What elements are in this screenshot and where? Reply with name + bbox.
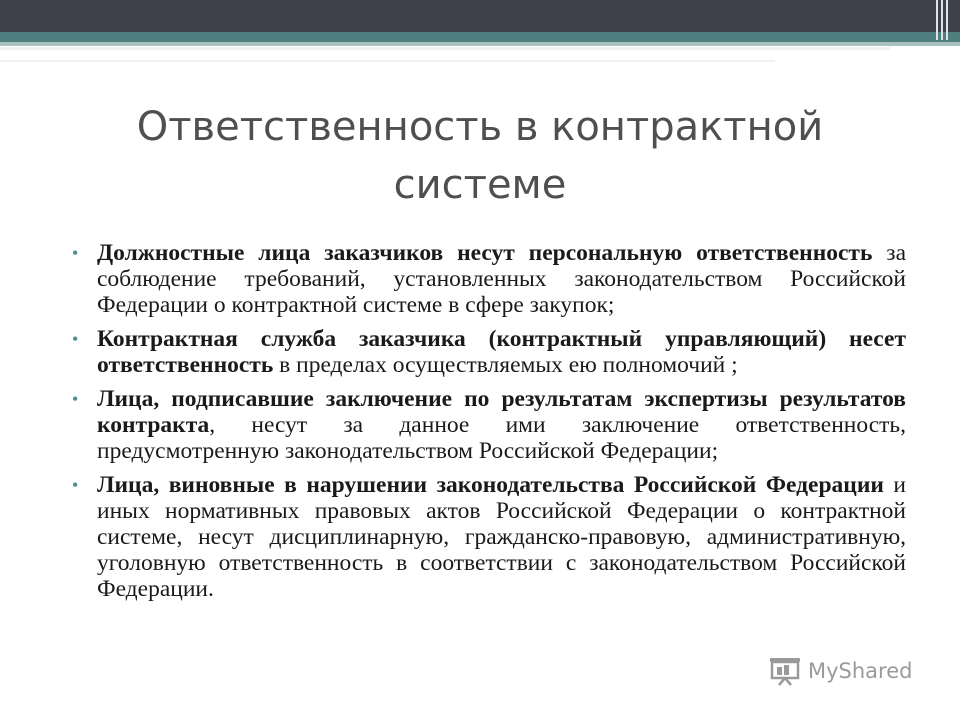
bullet-bold: Должностные лица заказчиков несут персональную ответственность <box>97 240 873 266</box>
watermark <box>768 656 912 686</box>
bullet-icon: • <box>72 243 79 263</box>
accent-thin-strip <box>0 42 960 46</box>
slide-title: Ответственность в контрактной системе <box>136 104 824 208</box>
decor-line <box>0 47 890 50</box>
bullet-text: и иных нормативных правовых актов Российской Федерации о контрактной системе, несут дисциплинарную, гражданско-правовую, административную, уголовную ответственность в соответствии с законодательством Российской Федерации. <box>97 472 906 602</box>
bullet-bold: Контрактная служба заказчика (контрактный управляющий) несет ответственность <box>97 326 906 378</box>
bullet-item <box>70 472 906 602</box>
watermark-text: MyShared <box>808 659 913 683</box>
header-bar <box>0 0 960 32</box>
bullet-text: в пределах осуществляемых ею полномочий ; <box>273 352 738 378</box>
bullet-item <box>70 240 906 318</box>
bullet-bold: Лица, подписавшие заключение по результатам экспертизы результатов контракта <box>97 386 906 438</box>
bullet-bold: Лица, виновные в нарушении законодательства Российской Федерации <box>97 472 884 498</box>
bullet-list <box>70 240 906 610</box>
bullet-icon: • <box>72 329 79 349</box>
bullet-item <box>70 326 906 378</box>
bullet-text: , несут за данное ими заключение ответственность, предусмотренную законодательством Российской Федерации; <box>97 412 906 464</box>
accent-strip <box>0 32 960 42</box>
corner-decor <box>936 0 950 40</box>
bullet-icon: • <box>72 389 79 409</box>
bullet-text: за соблюдение требований, установленных законодательством Российской Федерации о контрактной системе в сфере закупок; <box>97 240 906 318</box>
decor-line <box>0 60 775 62</box>
bullet-icon: • <box>72 475 79 495</box>
projector-screen-icon <box>768 656 802 686</box>
bullet-item <box>70 386 906 464</box>
